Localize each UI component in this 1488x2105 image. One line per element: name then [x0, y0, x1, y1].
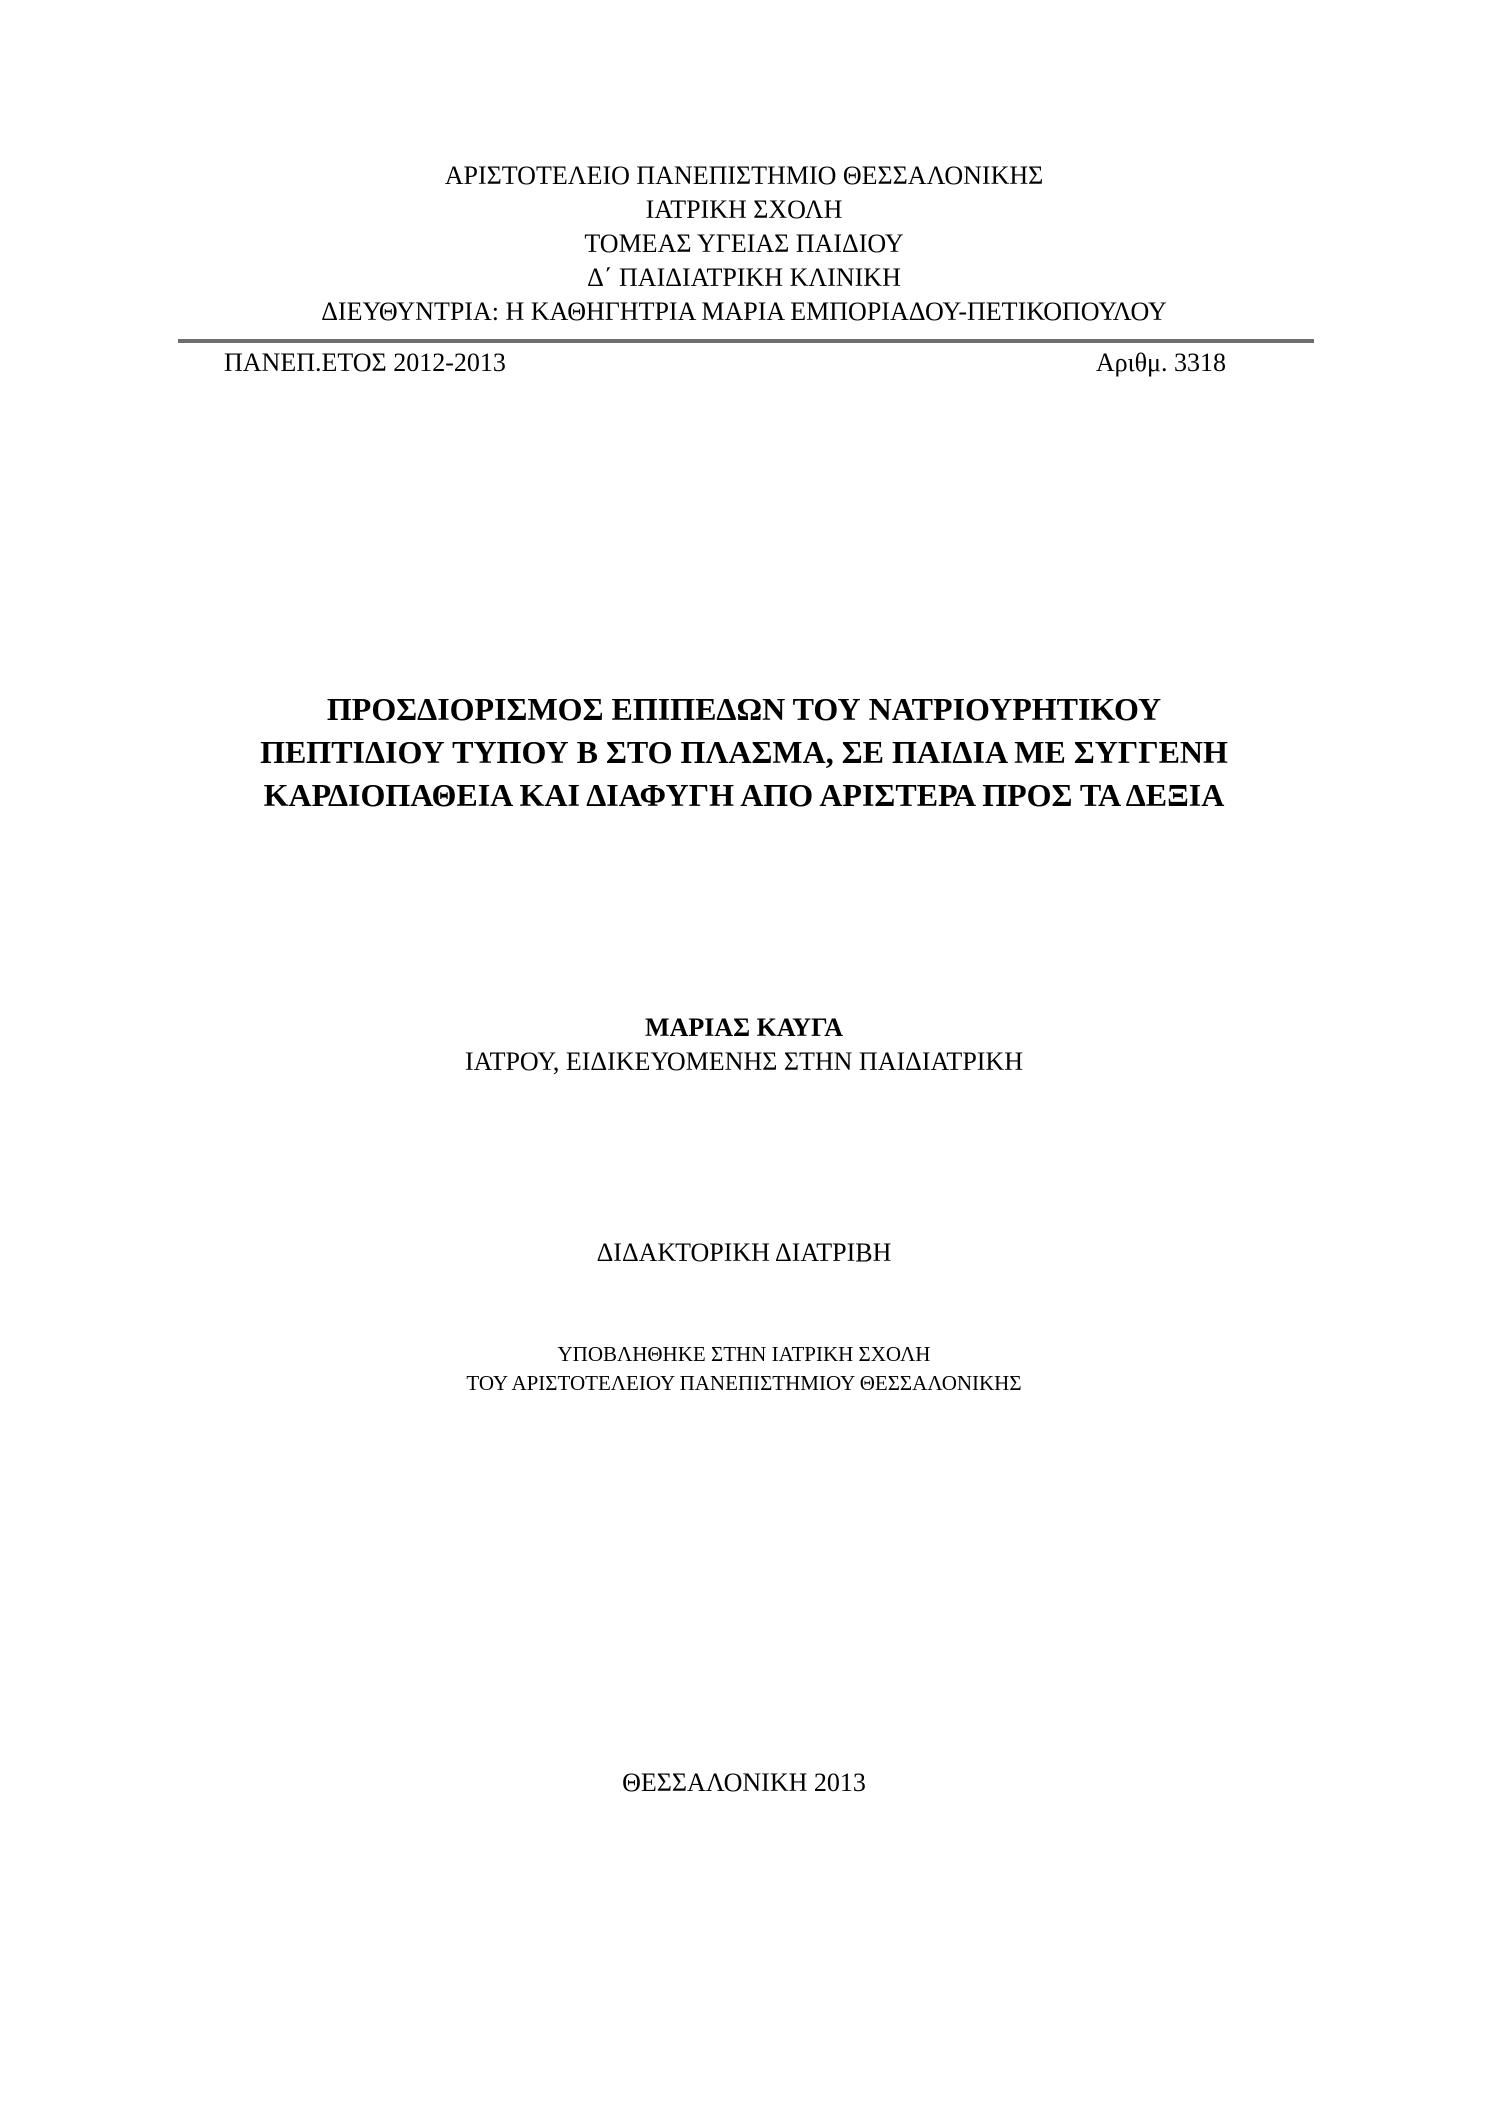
department-name: ΤΟΜΕΑΣ ΥΓΕΙΑΣ ΠΑΙΔΙΟΥ [584, 229, 904, 258]
document-number: Αριθμ. 3318 [1095, 348, 1226, 377]
document-type: ΔΙΔΑΚΤΟΡΙΚΗ ΔΙΑΤΡΙΒΗ [596, 1238, 892, 1267]
university-name: ΑΡΙΣΤΟΤΕΛΕΙΟ ΠΑΝΕΠΙΣΤΗΜΙΟ ΘΕΣΣΑΛΟΝΙΚΗΣ [444, 161, 1044, 190]
author-name: ΜΑΡΙΑΣ ΚΑΥΓΑ [645, 1013, 843, 1042]
submission-line-1: ΥΠΟΒΛΗΘΗΚΕ ΣΤΗΝ ΙΑΤΡΙΚΗ ΣΧΟΛΗ [557, 1342, 931, 1366]
academic-year: ΠΑΝΕΠ.ΕΤΟΣ 2012-2013 [224, 348, 506, 377]
thesis-title-line-1: ΠΡΟΣΔΙΟΡΙΣΜΟΣ ΕΠΙΠΕΔΩΝ ΤΟΥ ΝΑΤΡΙΟΥΡΗΤΙΚΟΥ [326, 691, 1162, 727]
submission-line-2: ΤΟΥ ΑΡΙΣΤΟΤΕΛΕΙΟΥ ΠΑΝΕΠΙΣΤΗΜΙΟΥ ΘΕΣΣΑΛΟΝΙΚΗΣ [466, 1371, 1022, 1395]
thesis-title-line-2: ΠΕΠΤΙΔΙΟΥ ΤΥΠΟΥ Β ΣΤΟ ΠΛΑΣΜΑ, ΣΕ ΠΑΙΔΙΑ ΜΕ ΣΥΓΓΕΝΗ [260, 734, 1228, 770]
header-divider [178, 339, 1314, 343]
school-name: ΙΑΤΡΙΚΗ ΣΧΟΛΗ [645, 195, 843, 224]
thesis-title-line-3: ΚΑΡΔΙΟΠΑΘΕΙΑ ΚΑΙ ΔΙΑΦΥΓΗ ΑΠΟ ΑΡΙΣΤΕΡΑ ΠΡΟΣ ΤΑ ΔΕΞΙΑ [263, 777, 1225, 813]
clinic-name: Δ΄ ΠΑΙΔΙΑΤΡΙΚΗ ΚΛΙΝΙΚΗ [587, 263, 901, 292]
director-line: ΔΙΕΥΘΥΝΤΡΙΑ: Η ΚΑΘΗΓΗΤΡΙΑ ΜΑΡΙΑ ΕΜΠΟΡΙΑΔΟΥ-ΠΕΤΙΚΟΠΟΥΛΟΥ [321, 297, 1167, 326]
place-year: ΘΕΣΣΑΛΟΝΙΚΗ 2013 [622, 1768, 866, 1797]
author-role: ΙΑΤΡΟΥ, ΕΙΔΙΚΕΥΟΜΕΝΗΣ ΣΤΗΝ ΠΑΙΔΙΑΤΡΙΚΗ [465, 1047, 1023, 1076]
